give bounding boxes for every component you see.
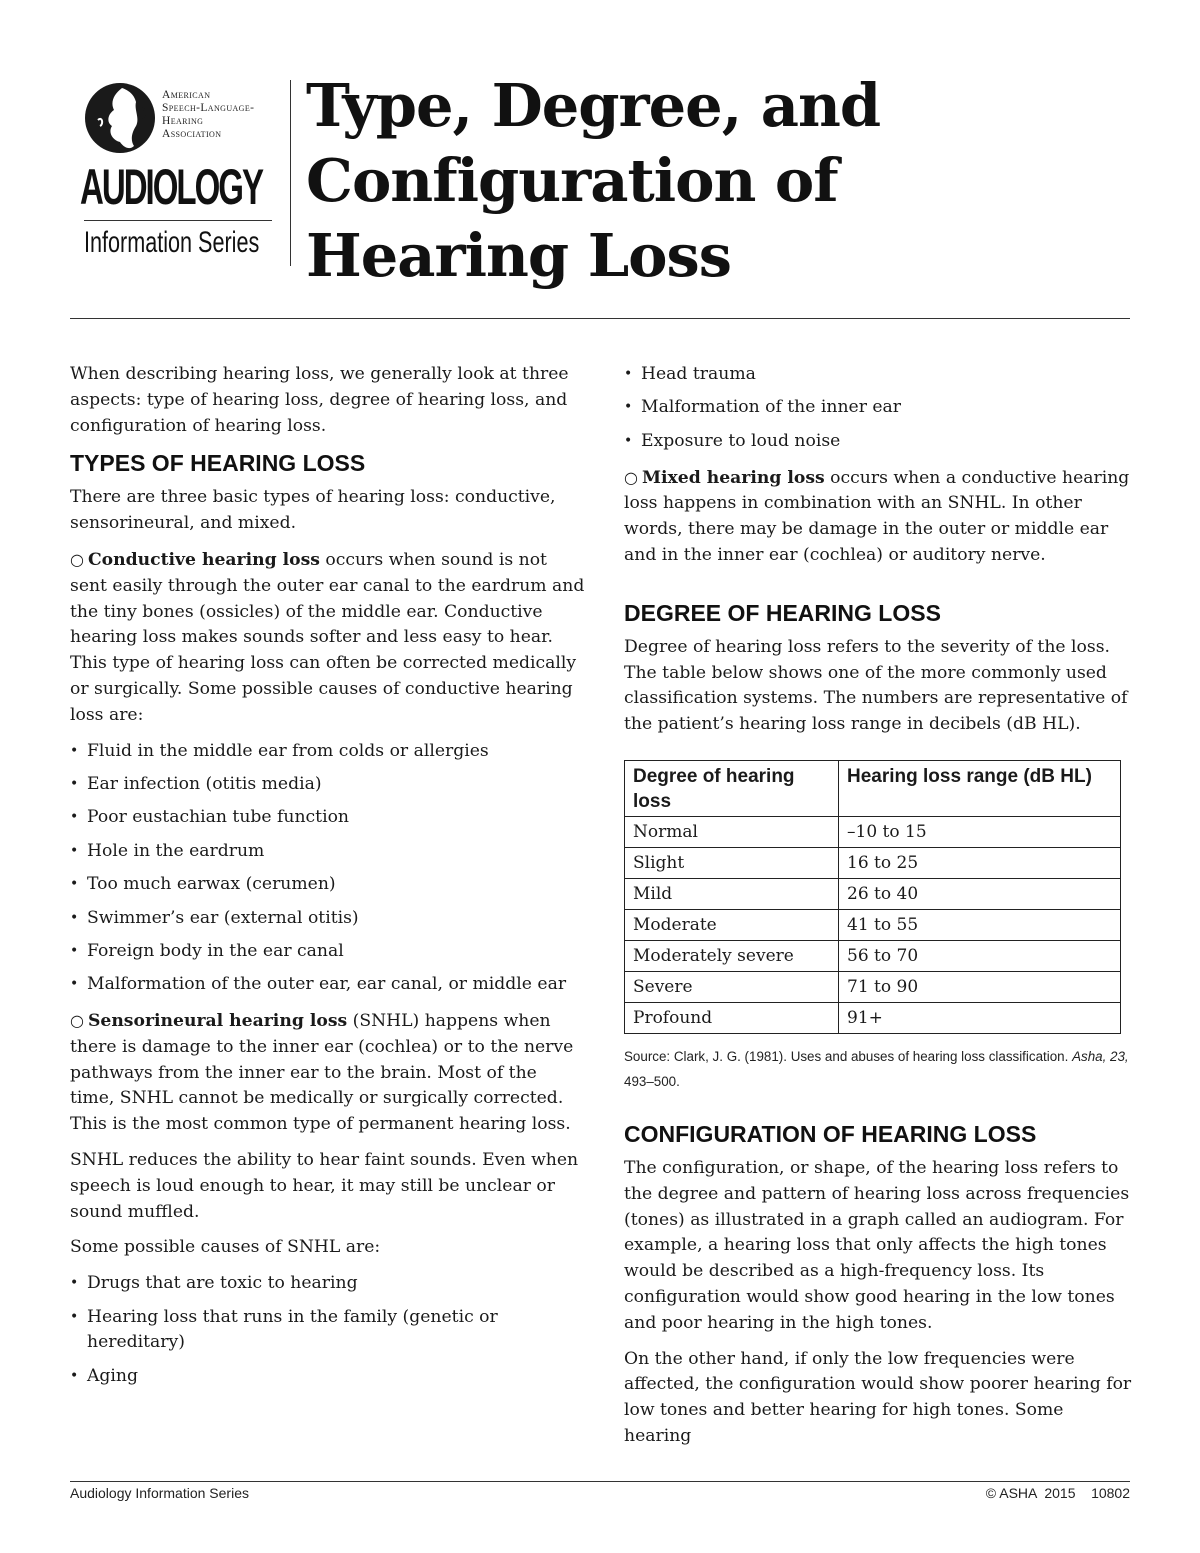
series-divider (84, 220, 272, 221)
header-vertical-divider (290, 80, 291, 266)
list-item: • Head trauma (624, 362, 1132, 388)
org-line-3: Hearing (162, 115, 204, 127)
conductive-text: occurs when sound is not sent easily through the outer ear canal to the eardrum and the tiny bones (ossicles) of the middle ear. Conductive hearing loss makes sounds softer and less easy to hear. This type of hearing loss can often be corrected medically or surgically. Some possible causes of conductive hearing loss are: (70, 549, 585, 725)
list-item: • Swimmer’s ear (external otitis) (70, 906, 585, 932)
series-name: AUDIOLOGY (80, 159, 263, 215)
table-cell: Mild (625, 878, 839, 909)
conductive-term: Conductive hearing loss (87, 549, 320, 570)
configuration-paragraph-1: The configuration, or shape, of the hearing loss refers to the degree and pattern of hearing loss across frequencies (tones) as illustrated in a graph called an audiogram. For example, a hearing loss that only affects the high tones would be described as a high-frequency loss. Its configuration would show good hearing in the low tones and poor hearing in the high tones. (624, 1157, 1130, 1333)
circle-bullet-icon: ○ (70, 1011, 84, 1031)
table-cell: Moderate (625, 909, 839, 940)
table-cell: Profound (625, 1002, 839, 1033)
table-source-citation (624, 1044, 1132, 1094)
circle-bullet-icon: ○ (70, 549, 84, 569)
source-journal: Asha, 23, (1072, 1048, 1129, 1064)
table-cell: Slight (625, 847, 839, 878)
asha-logo (80, 80, 294, 270)
snhl-causes-list-continued (624, 362, 1132, 455)
conductive-paragraph (70, 547, 585, 729)
table-cell: 56 to 70 (839, 940, 1121, 971)
title-line-3: Hearing Loss (306, 221, 731, 290)
table-row (625, 909, 1121, 940)
org-line-2: Speech-Language- (162, 102, 255, 114)
table-row (625, 816, 1121, 847)
list-item: • Foreign body in the ear canal (70, 939, 585, 965)
org-line-1: American (162, 89, 211, 101)
table-row (625, 847, 1121, 878)
table-row (625, 1002, 1121, 1033)
table-header-degree: Degree of hearing loss (625, 760, 839, 816)
table-cell: Moderately severe (625, 940, 839, 971)
source-pages: 493–500. (624, 1073, 680, 1089)
configuration-paragraph-2: On the other hand, if only the low frequencies were affected, the configuration would show poorer hearing for low tones and better hearing for high tones. Some hearing (624, 1348, 1132, 1446)
degree-paragraph: Degree of hearing loss refers to the severity of the loss. The table below shows one of the more commonly used classification systems. The numbers are representative of the patient’s hearing loss range in decibels (dB HL). (624, 636, 1128, 735)
table-cell: 71 to 90 (839, 971, 1121, 1002)
left-column (70, 362, 585, 1400)
circle-bullet-icon: ○ (624, 467, 638, 487)
organization-name (162, 89, 254, 141)
table-cell: Normal (625, 816, 839, 847)
header-divider (70, 318, 1130, 319)
snhl-paragraph (70, 1008, 585, 1138)
table-cell: –10 to 15 (839, 816, 1121, 847)
types-heading: TYPES OF HEARING LOSS (70, 450, 366, 477)
table-row (625, 971, 1121, 1002)
snhl-term: Sensorineural hearing loss (87, 1011, 348, 1032)
list-item: • Ear infection (otitis media) (70, 772, 585, 798)
table-cell: 16 to 25 (839, 847, 1121, 878)
conductive-causes-list (70, 739, 585, 999)
list-item: • Exposure to loud noise (624, 429, 1132, 455)
list-item: • Malformation of the inner ear (624, 395, 1132, 421)
right-column (624, 362, 1132, 1460)
table-cell: 26 to 40 (839, 878, 1121, 909)
mixed-text: occurs when a conductive hearing loss happens in combination with an SNHL. In other words, there may be damage in the outer or middle ear and in the inner ear (cochlea) or auditory nerve. (624, 467, 1130, 565)
footer-divider (70, 1481, 1130, 1482)
table-cell: Severe (625, 971, 839, 1002)
list-item: • Hearing loss that runs in the family (genetic or hereditary) (70, 1305, 585, 1357)
table-header-row (625, 760, 1121, 816)
footer-copyright: © ASHA 2015 10802 (985, 1485, 1130, 1501)
intro-paragraph: When describing hearing loss, we generally look at three aspects: type of hearing loss, degree of hearing loss, and configuration of hearing loss. (70, 364, 569, 436)
mixed-paragraph (624, 465, 1132, 569)
table-header-range: Hearing loss range (dB HL) (839, 760, 1121, 816)
source-prefix: Source: Clark, J. G. (1981). Uses and abuses of hearing loss classification. (624, 1048, 1073, 1064)
degree-table (624, 760, 1121, 1034)
org-line-4: Association (162, 128, 222, 140)
snhl-text: (SNHL) happens when there is damage to the inner ear (cochlea) or to the nerve pathways from the inner ear to the brain. Most of the time, SNHL cannot be medically or surgically corrected. This is the most common type of permanent hearing loss. (70, 1011, 574, 1135)
table-row (625, 878, 1121, 909)
list-item: • Poor eustachian tube function (70, 805, 585, 831)
list-item: • Drugs that are toxic to hearing (70, 1271, 585, 1297)
configuration-heading: CONFIGURATION OF HEARING LOSS (624, 1120, 1037, 1147)
table-cell: 41 to 55 (839, 909, 1121, 940)
table-cell: 91+ (839, 1002, 1121, 1033)
snhl-paragraph-2: SNHL reduces the ability to hear faint sounds. Even when speech is loud enough to hear, it may still be unclear or sound muffled. (70, 1150, 579, 1222)
table-row (625, 940, 1121, 971)
snhl-causes-list (70, 1271, 585, 1389)
series-subtitle: Information Series (84, 226, 260, 259)
list-item: • Fluid in the middle ear from colds or allergies (70, 739, 585, 765)
degree-heading: DEGREE OF HEARING LOSS (624, 599, 941, 626)
list-item: • Aging (70, 1364, 585, 1390)
title-line-1: Type, Degree, and (306, 71, 881, 140)
asha-head-logo-icon (84, 80, 158, 156)
title-line-2: Configuration of (306, 146, 838, 215)
footer-series-label: Audiology Information Series (70, 1485, 249, 1501)
mixed-term: Mixed hearing loss (641, 467, 825, 488)
list-item: • Too much earwax (cerumen) (70, 872, 585, 898)
list-item: • Hole in the eardrum (70, 839, 585, 865)
page-title (306, 68, 1006, 293)
snhl-causes-intro: Some possible causes of SNHL are: (70, 1237, 381, 1258)
types-intro: There are three basic types of hearing loss: conductive, sensorineural, and mixed. (70, 487, 556, 534)
list-item: • Malformation of the outer ear, ear canal, or middle ear (70, 972, 585, 998)
